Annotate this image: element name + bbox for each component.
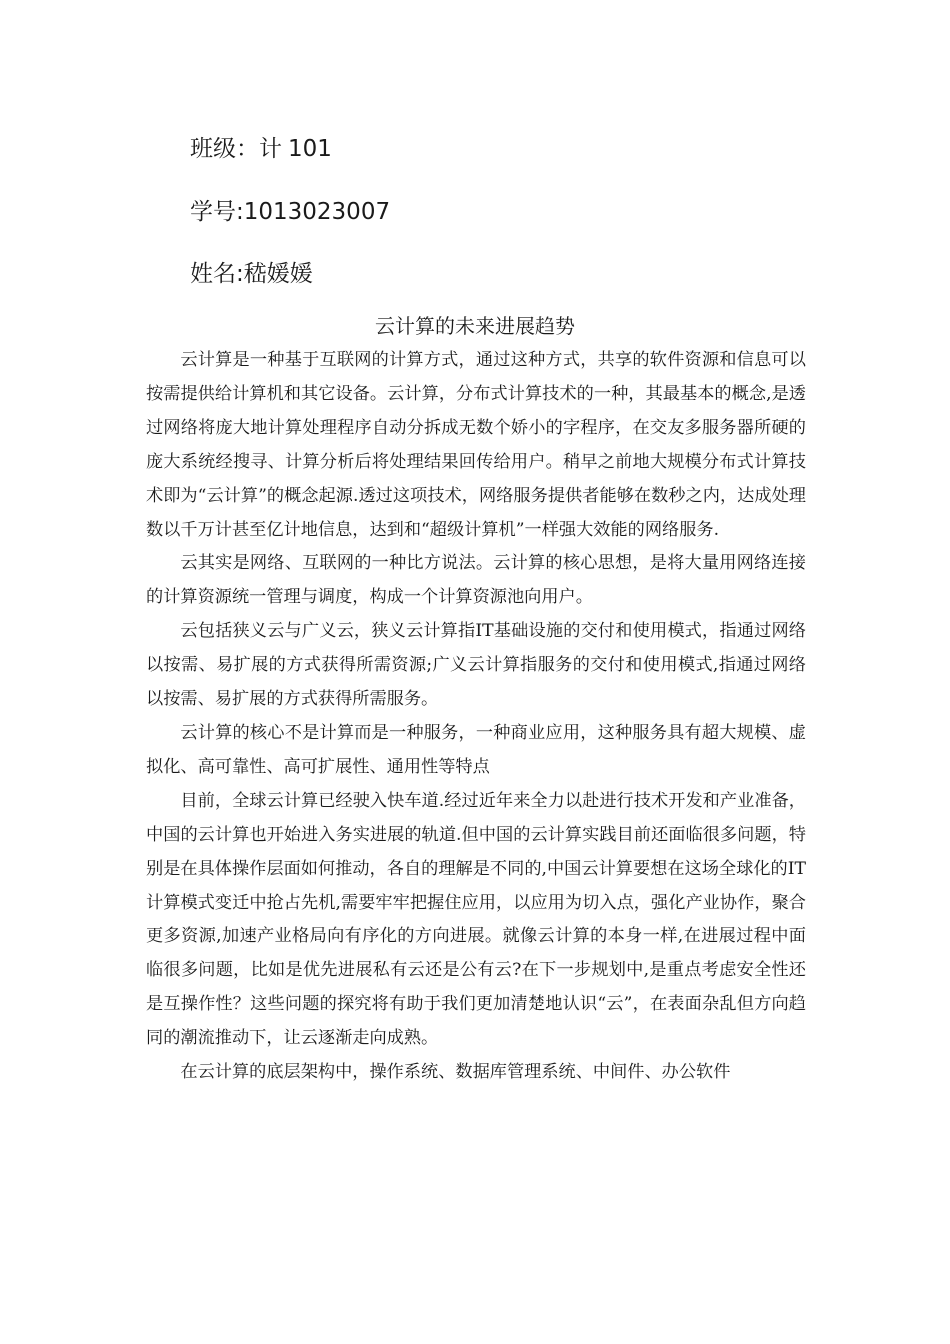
paragraph: 云包括狭义云与广义云，狭义云计算指IT基础设施的交付和使用模式，指通过网络以按需、易扩展的方式获得所需资源;广义云计算指服务的交付和使用模式,指通过网络以按需、易扩展的方式获得所需服务。	[146, 621, 806, 710]
paragraph: 云计算的核心不是计算而是一种服务，一种商业应用，这种服务具有超大规模、虚拟化、高可靠性、高可扩展性、通用性等特点	[146, 722, 806, 777]
student-id-label: 学号:	[190, 199, 244, 225]
class-value: 101	[288, 136, 332, 162]
name-line	[190, 259, 313, 289]
paragraph: 目前，全球云计算已经驶入快车道.经过近年来全力以赴进行技术开发和产业准备，中国的云计算也开始进入务实进展的轨道.但中国的云计算实践目前还面临很多问题，特别是在具体操作层面如何推动，各自的理解是不同的,中国云计算要想在这场全球化的IT计算模式变迁中抢占先机,需要牢牢把握住应用，以应用为切入点，强化产业协作，聚合更多资源,加速产业格局向有序化的方向进展。就像云计算的本身一样,在进展过程中面临很多问题，比如是优先进展私有云还是公有云?在下一步规划中,是重点考虑安全性还是互操作性？这些问题的探究将有助于我们更加清楚地认识“云”，在表面杂乱但方向趋同的潮流推动下，让云逐渐走向成熟。	[146, 790, 806, 1049]
paragraph: 云计算是一种基于互联网的计算方式，通过这种方式，共享的软件资源和信息可以按需提供给计算机和其它设备。云计算，分布式计算技术的一种，其最基本的概念,是透过网络将庞大地计算处理程序自动分拆成无数个娇小的字程序，在交友多服务器所硬的庞大系统经搜寻、计算分析后将处理结果回传给用户。稍早之前地大规模分布式计算技术即为“云计算”的概念起源.透过这项技术，网络服务提供者能够在数秒之内，达成处理数以千万计甚至亿计地信息，达到和“超级计算机”一样强大效能的网络服务.	[146, 350, 806, 540]
student-id-line	[190, 197, 390, 227]
class-line	[190, 134, 332, 164]
document-title: 云计算的未来进展趋势	[375, 314, 575, 338]
document-body	[146, 344, 806, 1090]
class-label: 班级：计	[190, 136, 282, 162]
paragraph: 云其实是网络、互联网的一种比方说法。云计算的核心思想，是将大量用网络连接的计算资源统一管理与调度，构成一个计算资源池向用户。	[146, 553, 806, 608]
paragraph: 在云计算的底层架构中，操作系统、数据库管理系统、中间件、办公软件	[180, 1062, 731, 1083]
name-label: 姓名:	[190, 261, 244, 287]
student-id-value: 1013023007	[243, 199, 391, 225]
name-value: 嵇媛媛	[243, 261, 313, 287]
